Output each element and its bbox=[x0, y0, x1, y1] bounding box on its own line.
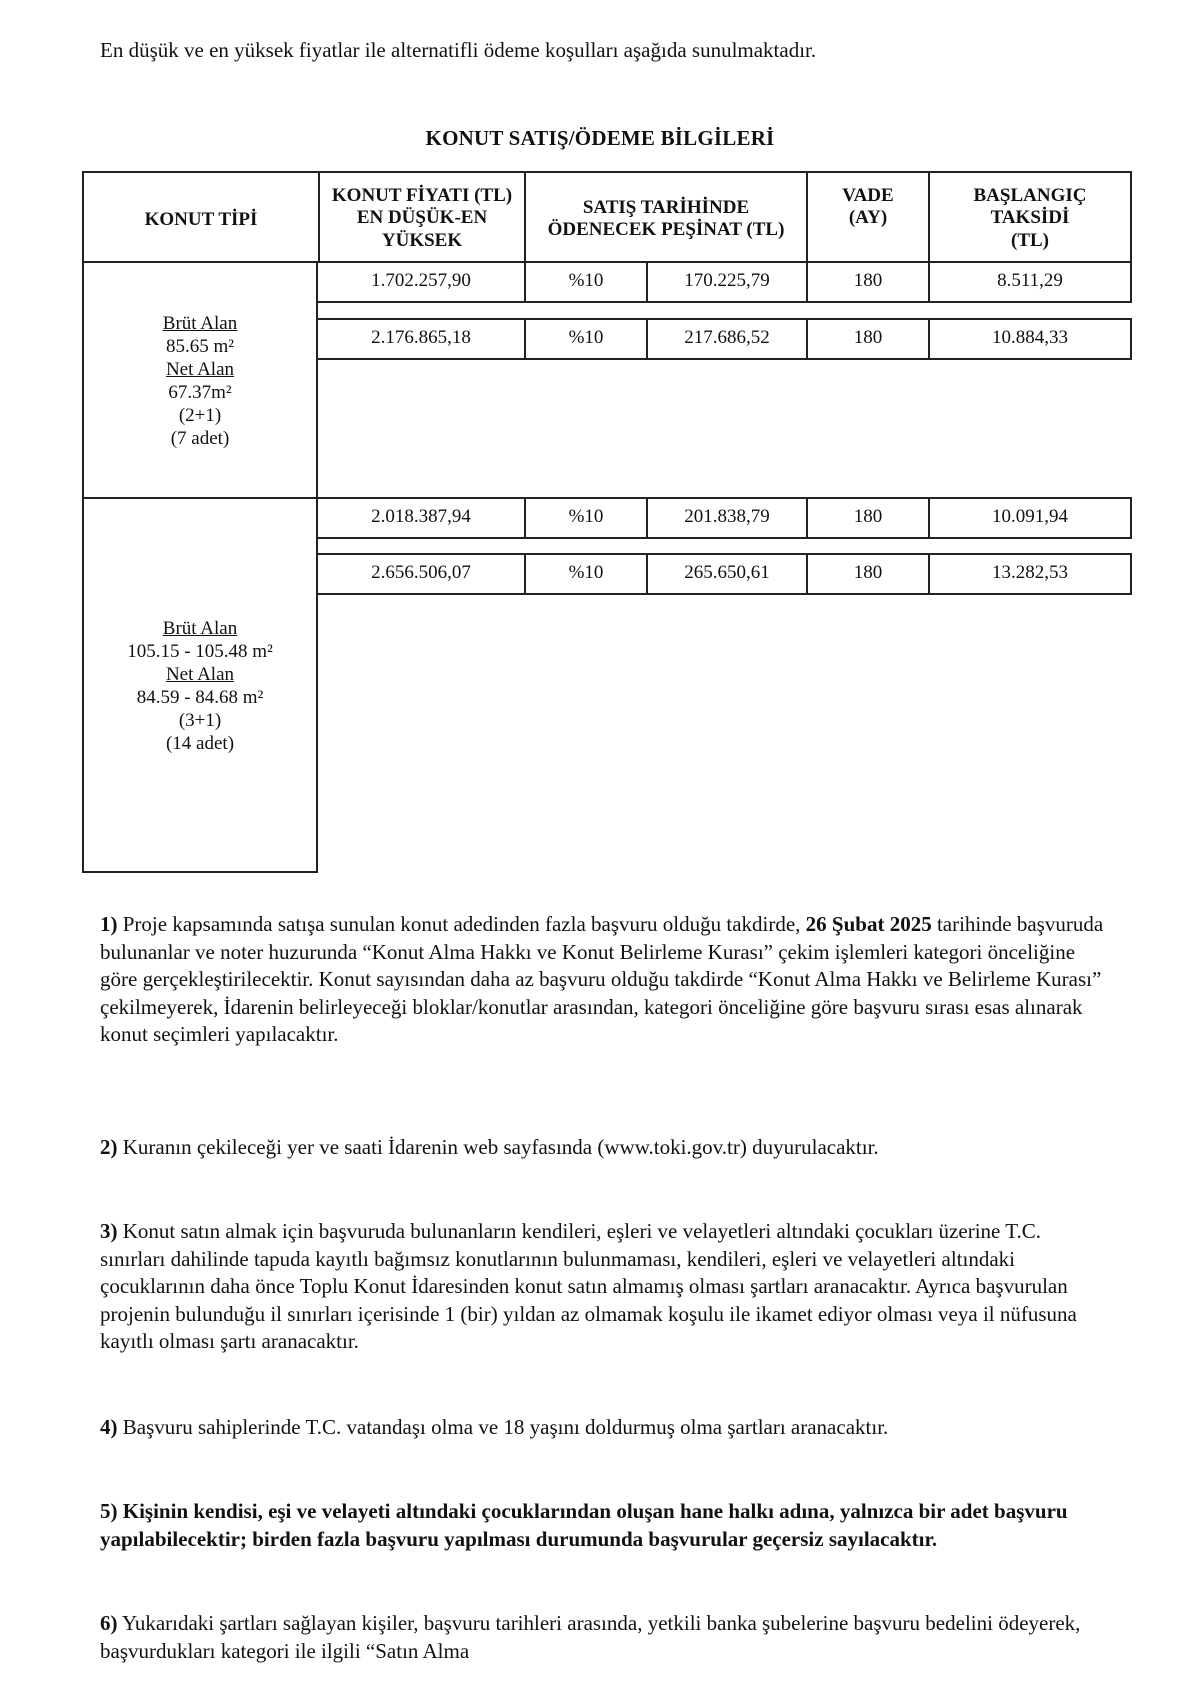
net-area-value: 67.37m² bbox=[168, 382, 232, 403]
header-price-line-1: KONUT FİYATI (TL) bbox=[331, 185, 513, 206]
header-price-line-3: YÜKSEK bbox=[381, 229, 463, 251]
header-down-line-1: SATIŞ TARİHİNDE bbox=[582, 197, 750, 218]
term-cell: 180 bbox=[806, 555, 928, 593]
header-pesinat bbox=[526, 197, 806, 242]
header-konut-tipi: KONUT TİPİ bbox=[144, 209, 258, 230]
type-info-group-1 bbox=[82, 312, 318, 450]
down-payment-cell: 217.686,52 bbox=[646, 320, 806, 358]
gross-area-value: 105.15 - 105.48 m² bbox=[127, 641, 273, 662]
price-cell: 2.018.387,94 bbox=[371, 506, 471, 527]
unit-count: (7 adet) bbox=[170, 428, 230, 449]
paragraph-3-text: Konut satın almak için başvuruda bulunanların kendileri, eşleri ve velayetleri altındaki çocukları üzerine T.C. sınırları dahilinde tapuda kayıtlı bağımsız konutlarının bulunmaması, kendileri, eşleri ve velayetleri altındaki çocuklarının daha önce Toplu Konut İdaresinden konut satın almamış olması şartları aranacaktır. Ayrıca başvurulan projenin bulunduğu il sınırları içerisinde 1 (bir) yıldan az olmamak koşulu ile ikamet ediyor olması veya il nüfusuna kayıtlı olması şartı aranacaktır. bbox=[100, 1219, 1077, 1353]
table-header-row bbox=[82, 171, 1132, 263]
paragraph-number: 4) bbox=[100, 1415, 118, 1439]
paragraph-2 bbox=[100, 1134, 1110, 1162]
installment-cell: 10.091,94 bbox=[928, 499, 1130, 537]
term-cell: 180 bbox=[806, 499, 928, 537]
room-count: (3+1) bbox=[178, 710, 222, 731]
paragraph-1 bbox=[100, 911, 1110, 1049]
gross-area-label: Brüt Alan bbox=[162, 618, 238, 639]
price-cell: 2.176.865,18 bbox=[371, 327, 471, 348]
net-area-value: 84.59 - 84.68 m² bbox=[136, 687, 264, 708]
type-info-group-2 bbox=[82, 617, 318, 755]
paragraph-4-text: Başvuru sahiplerinde T.C. vatandaşı olma ve 18 yaşını doldurmuş olma şartları aranacaktır. bbox=[122, 1415, 889, 1439]
percent-cell: %10 bbox=[524, 499, 646, 537]
paragraph-6 bbox=[100, 1610, 1110, 1665]
table-row bbox=[316, 553, 1132, 595]
table-row bbox=[316, 497, 1132, 539]
table-row bbox=[316, 318, 1132, 360]
unit-count: (14 adet) bbox=[165, 733, 235, 754]
installment-cell: 8.511,29 bbox=[928, 263, 1130, 301]
percent-cell: %10 bbox=[524, 320, 646, 358]
paragraph-4 bbox=[100, 1414, 1110, 1442]
paragraph-3 bbox=[100, 1218, 1110, 1356]
table-row bbox=[316, 261, 1132, 303]
installment-cell: 10.884,33 bbox=[928, 320, 1130, 358]
percent-cell: %10 bbox=[524, 555, 646, 593]
price-cell: 1.702.257,90 bbox=[371, 270, 471, 291]
header-inst-line-1: BAŞLANGIÇ bbox=[973, 185, 1087, 206]
term-cell: 180 bbox=[806, 320, 928, 358]
price-cell: 2.656.506,07 bbox=[371, 562, 471, 583]
paragraph-number: 6) bbox=[100, 1611, 118, 1635]
down-payment-cell: 170.225,79 bbox=[646, 263, 806, 301]
header-vade bbox=[808, 185, 928, 230]
paragraph-1-text-a: Proje kapsamında satışa sunulan konut adedinden fazla başvuru olduğu takdirde, bbox=[122, 912, 801, 936]
intro-text: En düşük ve en yüksek fiyatlar ile alternatifli ödeme koşulları aşağıda sunulmaktadır. bbox=[100, 38, 817, 62]
header-inst-line-3: (TL) bbox=[1011, 229, 1049, 251]
term-cell: 180 bbox=[806, 263, 928, 301]
gross-area-label: Brüt Alan bbox=[162, 313, 238, 334]
room-count: (2+1) bbox=[178, 405, 222, 426]
paragraph-5 bbox=[100, 1498, 1110, 1553]
header-konut-fiyati bbox=[320, 185, 524, 252]
percent-cell: %10 bbox=[524, 263, 646, 301]
net-area-label: Net Alan bbox=[165, 359, 235, 380]
paragraph-number: 2) bbox=[100, 1135, 118, 1159]
table-title: KONUT SATIŞ/ÖDEME BİLGİLERİ bbox=[425, 126, 775, 150]
down-payment-cell: 265.650,61 bbox=[646, 555, 806, 593]
paragraph-number: 1) bbox=[100, 912, 118, 936]
paragraph-2-text: Kuranın çekileceği yer ve saati İdarenin web sayfasında (www.toki.gov.tr) duyurulacaktır. bbox=[122, 1135, 879, 1159]
paragraph-5-text: Kişinin kendisi, eşi ve velayeti altındaki çocuklarından oluşan hane halkı adına, yalnızca bir adet başvuru yapılabilecektir; birden fazla başvuru yapılması durumunda başvurular geçersiz sayılacaktır. bbox=[100, 1499, 1068, 1551]
header-term-line-2: (AY) bbox=[848, 207, 888, 229]
draw-date: 26 Şubat 2025 bbox=[805, 912, 932, 936]
net-area-label: Net Alan bbox=[165, 664, 235, 685]
gross-area-value: 85.65 m² bbox=[166, 336, 234, 357]
paragraph-number: 5) bbox=[100, 1499, 118, 1523]
installment-cell: 13.282,53 bbox=[928, 555, 1130, 593]
header-price-line-2: EN DÜŞÜK-EN bbox=[356, 207, 488, 229]
header-term-line-1: VADE bbox=[842, 185, 894, 206]
paragraph-6-text: Yukarıdaki şartları sağlayan kişiler, başvuru tarihleri arasında, yetkili banka şubelerine başvuru bedelini ödeyerek, başvurdukları kategori ile ilgili “Satın Alma bbox=[100, 1611, 1081, 1663]
down-payment-cell: 201.838,79 bbox=[646, 499, 806, 537]
paragraph-number: 3) bbox=[100, 1219, 118, 1243]
header-inst-line-2: TAKSİDİ bbox=[990, 207, 1070, 229]
paragraph-1-text-b: tarihinde başvuruda bulunanlar ve noter huzurunda “Konut Alma Hakkı ve Konut Belirleme Kurası” çekim işlemleri kategori önceliğine göre gerçekleştirilecektir. Konut sayısından daha az başvuru olduğu takdirde “Konut Alma Hakkı ve Belirleme Kurası” çekilmeyerek, İdarenin belirleyeceği bloklar/konutlar arasından, kategori önceliğine göre başvuru sırası esas alınarak konut seçimleri yapılacaktır. bbox=[100, 912, 1104, 1046]
header-baslangic-taksidi bbox=[930, 185, 1130, 252]
header-down-line-2: ÖDENECEK PEŞİNAT (TL) bbox=[547, 219, 785, 241]
